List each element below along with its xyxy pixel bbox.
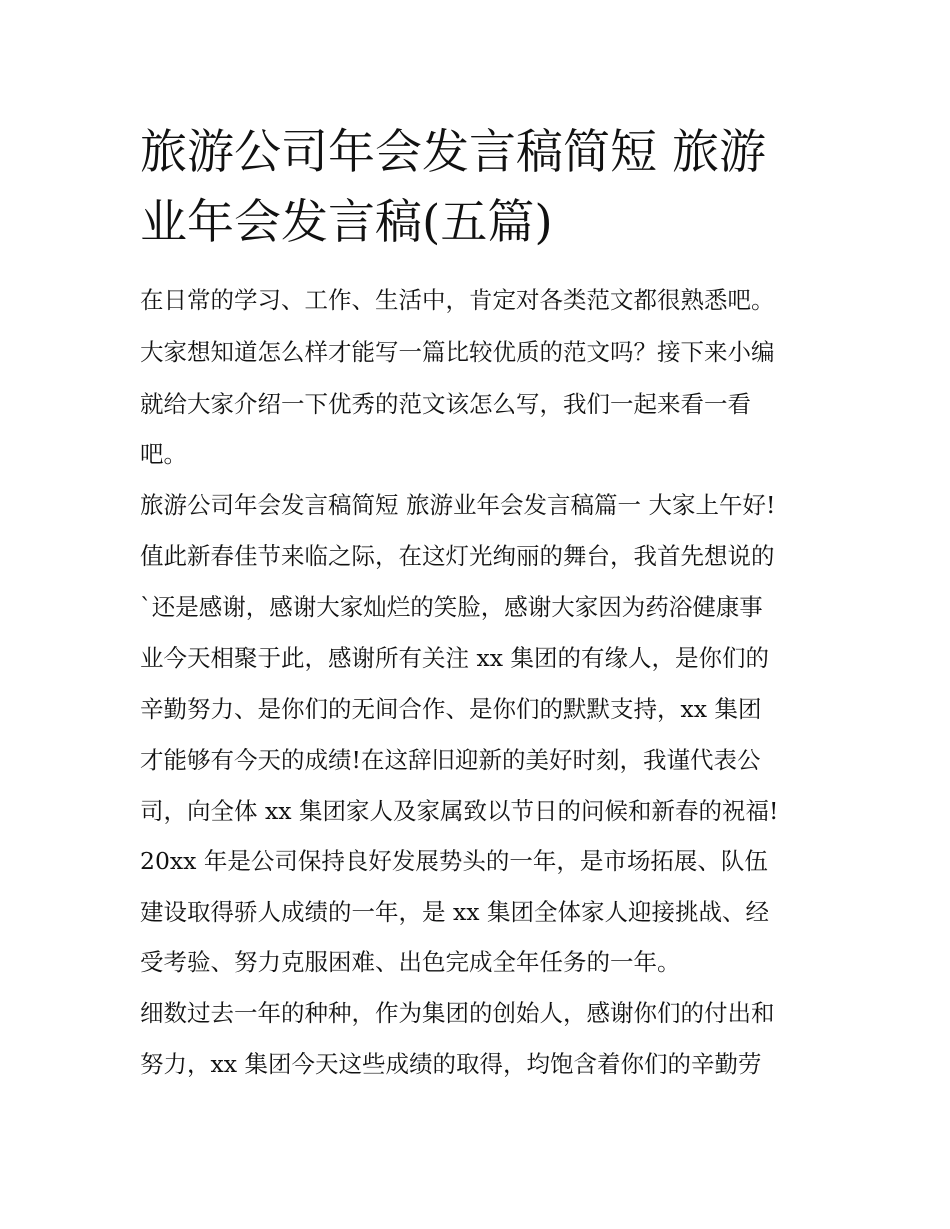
title-line: 旅游公司年会发言稿简短 旅游 (140, 125, 766, 180)
body-line: 司，向全体 xx 集团家人及家属致以节日的问候和新春的祝福! (140, 797, 779, 825)
body-line: 就给大家介绍一下优秀的范文该怎么写，我们一起来看一看 (140, 390, 751, 418)
body-line: 在日常的学习、工作、生活中，肯定对各类范文都很熟悉吧。 (140, 286, 775, 314)
body-line: 努力，xx 集团今天这些成绩的取得，均饱含着你们的辛勤劳 (140, 1050, 762, 1078)
body-line: 受考验、努力克服困难、出色完成全年任务的一年。 (140, 948, 681, 976)
body-line: `还是感谢，感谢大家灿烂的笑脸，感谢大家因为药浴健康事 (140, 593, 763, 621)
body-line: 才能够有今天的成绩!在这辞旧迎新的美好时刻，我谨代表公 (140, 746, 761, 774)
body-line: 业今天相聚于此，感谢所有关注 xx 集团的有缘人，是你们的 (140, 644, 769, 672)
document-title (140, 118, 820, 258)
body-line: 20xx 年是公司保持良好发展势头的一年，是市场拓展、队伍 (140, 847, 768, 875)
body-line: 细数过去一年的种种，作为集团的创始人，感谢你们的付出和 (140, 999, 775, 1027)
body-line: 吧。 (140, 440, 187, 468)
body-line: 建设取得骄人成绩的一年，是 xx 集团全体家人迎接挑战、经 (140, 898, 769, 926)
body-line: 大家想知道怎么样才能写一篇比较优质的范文吗？接下来小编 (140, 338, 775, 366)
body-line: 辛勤努力、是你们的无间合作、是你们的默默支持，xx 集团 (140, 695, 762, 723)
body-line: 旅游公司年会发言稿简短 旅游业年会发言稿篇一 大家上午好! (140, 491, 776, 519)
title-line: 业年会发言稿(五篇) (140, 195, 553, 250)
body-line: 值此新春佳节来临之际，在这灯光绚丽的舞台，我首先想说的 (140, 542, 775, 570)
